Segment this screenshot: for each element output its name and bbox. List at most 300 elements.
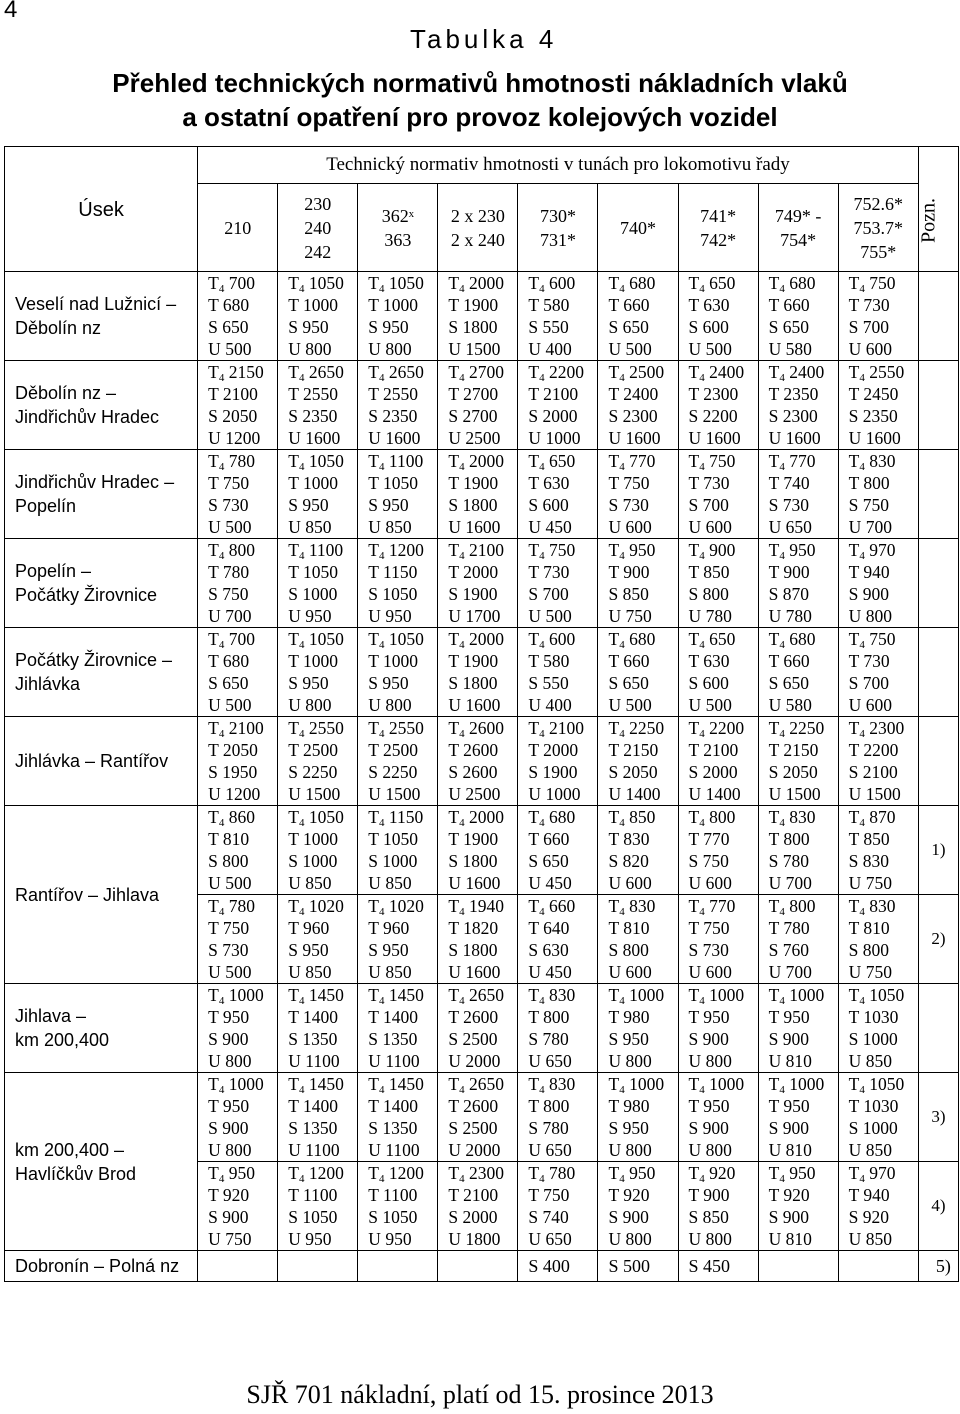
normative-value: U 500 — [688, 339, 732, 359]
normative-value: $T_4$ 1200 — [288, 1163, 344, 1185]
normative-cell — [678, 361, 758, 450]
class-header — [198, 184, 278, 272]
note-cell: 1) — [918, 806, 958, 895]
normative-cell — [198, 1251, 278, 1282]
normative-value: T 770 — [688, 829, 730, 849]
normative-cell — [198, 717, 278, 806]
normative-value: $T_4$ 650 — [688, 273, 736, 295]
table-row — [5, 539, 959, 628]
normative-value: $T_4$ 2400 — [688, 362, 745, 384]
normative-value: T 630 — [528, 473, 570, 493]
normative-value: S 1050 — [368, 1207, 418, 1227]
normative-value: T 1030 — [848, 1096, 899, 1116]
normative-value: U 600 — [848, 339, 892, 359]
normative-cell — [678, 1073, 758, 1162]
normative-value: U 800 — [688, 1140, 732, 1160]
normative-value: $T_4$ 2000 — [448, 273, 504, 295]
normative-value: U 800 — [368, 339, 412, 359]
normative-value: $T_4$ 970 — [848, 540, 896, 562]
class-header — [438, 184, 518, 272]
normative-value: U 850 — [368, 517, 412, 537]
normative-value: S 2000 — [528, 406, 578, 426]
normative-value: S 2000 — [448, 1207, 498, 1227]
normative-cell — [358, 984, 438, 1073]
normative-value: U 600 — [688, 517, 732, 537]
normative-value: $T_4$ 2100 — [448, 540, 504, 562]
normative-cell — [518, 717, 598, 806]
normative-value: S 650 — [768, 673, 809, 693]
normative-value: S 1800 — [448, 673, 498, 693]
normative-value: $T_4$ 770 — [768, 451, 816, 473]
normative-value: T 900 — [768, 562, 810, 582]
normative-value: S 900 — [768, 1118, 809, 1138]
normative-value: T 750 — [208, 473, 250, 493]
normative-value: U 500 — [208, 695, 252, 715]
normative-value: T 950 — [688, 1096, 730, 1116]
title-line-1: Přehled technických normativů hmotnosti nákladních vlaků — [112, 68, 848, 98]
normative-cell — [438, 1162, 518, 1251]
normative-cell — [518, 272, 598, 361]
class-header-line: 363 — [384, 229, 412, 250]
normative-value: U 850 — [368, 962, 412, 982]
normative-value: T 730 — [848, 295, 890, 315]
normative-value: S 850 — [608, 584, 649, 604]
normative-value: U 800 — [208, 1140, 252, 1160]
normative-value: S 780 — [528, 1118, 569, 1138]
normative-cell — [198, 272, 278, 361]
normative-value: $T_4$ 2650 — [448, 985, 504, 1007]
normative-value: U 810 — [768, 1229, 812, 1249]
normative-value: $T_4$ 1050 — [368, 629, 424, 651]
section-line: Popelín – — [15, 561, 92, 581]
normative-value: $T_4$ 830 — [528, 1074, 576, 1096]
normative-value: U 1500 — [288, 784, 341, 804]
normative-value: T 2550 — [368, 384, 419, 404]
normative-value: $T_4$ 950 — [608, 540, 656, 562]
normative-cell — [358, 1162, 438, 1251]
normative-value: S 600 — [528, 495, 569, 515]
normative-value: $T_4$ 1050 — [288, 273, 344, 295]
normative-value: $T_4$ 1050 — [848, 985, 905, 1007]
normative-value: T 800 — [528, 1007, 570, 1027]
normative-value: T 960 — [368, 918, 410, 938]
normative-value: $T_4$ 2000 — [448, 629, 504, 651]
normative-cell — [838, 806, 918, 895]
normative-cell — [678, 806, 758, 895]
normative-cell — [198, 806, 278, 895]
normative-cell — [438, 984, 518, 1073]
class-header — [518, 184, 598, 272]
normative-cell — [278, 628, 358, 717]
normative-cell — [198, 361, 278, 450]
normative-value: $T_4$ 680 — [608, 629, 656, 651]
normative-value: S 950 — [288, 317, 329, 337]
normative-value: $T_4$ 2550 — [368, 718, 424, 740]
normative-value: U 650 — [528, 1229, 572, 1249]
normative-value: U 850 — [288, 873, 332, 893]
normative-value: T 980 — [608, 1096, 650, 1116]
normative-cell — [838, 1251, 918, 1282]
normative-value: $T_4$ 2650 — [368, 362, 424, 384]
class-header-line: 230 — [304, 193, 332, 214]
normative-value: $T_4$ 2550 — [848, 362, 905, 384]
normative-value: T 750 — [208, 918, 250, 938]
normative-value: S 2050 — [608, 762, 658, 782]
normative-value: S 950 — [368, 673, 409, 693]
normative-cell — [678, 1162, 758, 1251]
normative-cell — [678, 895, 758, 984]
normative-cell — [198, 1073, 278, 1162]
normative-value: U 1700 — [448, 606, 501, 626]
normative-value: U 850 — [288, 517, 332, 537]
section-line: Počátky Žirovnice — [15, 585, 158, 605]
normative-cell — [198, 539, 278, 628]
normative-value: S 950 — [288, 495, 329, 515]
normative-value: U 1600 — [768, 428, 821, 448]
normative-value: $T_4$ 750 — [848, 273, 896, 295]
normative-value: S 600 — [688, 673, 729, 693]
normative-cell — [278, 1162, 358, 1251]
normative-cell — [838, 1162, 918, 1251]
normative-value: U 650 — [528, 1140, 572, 1160]
class-header-line: 754* — [780, 229, 817, 250]
normative-cell — [838, 272, 918, 361]
table-label: Tabulka 4 — [410, 24, 558, 54]
normative-value: T 800 — [848, 473, 890, 493]
table-body — [5, 272, 959, 1282]
normative-cell — [518, 1162, 598, 1251]
normative-cell — [438, 1073, 518, 1162]
normative-value: $T_4$ 970 — [848, 1163, 896, 1185]
normative-value: U 1500 — [448, 339, 501, 359]
section-line: Havlíčkův Brod — [15, 1163, 137, 1184]
normative-value: T 2500 — [288, 740, 338, 760]
normative-value: S 830 — [848, 851, 890, 871]
section-line: Veselí nad Lužnicí – — [15, 294, 177, 314]
normative-value: T 810 — [608, 918, 650, 938]
normative-value: $T_4$ 2700 — [448, 362, 504, 384]
normative-cell — [598, 1073, 678, 1162]
normative-value: $T_4$ 830 — [528, 985, 576, 1007]
normative-value: U 800 — [848, 606, 892, 626]
normative-value: S 1000 — [368, 851, 418, 871]
normative-cell — [598, 450, 678, 539]
normativ-header: Technický normativ hmotnosti v tunách pro lokomotivu řady — [198, 147, 919, 184]
normative-value: U 2500 — [448, 784, 501, 804]
normative-value: $T_4$ 850 — [608, 807, 656, 829]
normative-value: T 2000 — [528, 740, 579, 760]
normative-value: U 1500 — [768, 784, 821, 804]
class-header-line: 730* — [539, 205, 576, 226]
normative-value: T 1000 — [288, 829, 338, 849]
normative-value: S 950 — [368, 317, 409, 337]
normative-value: S 730 — [208, 940, 249, 960]
normative-value: U 700 — [768, 962, 812, 982]
normative-value: S 1900 — [448, 584, 498, 604]
normative-value: T 2100 — [528, 384, 579, 404]
normative-value: U 850 — [848, 1051, 892, 1071]
normative-cell — [198, 895, 278, 984]
normative-cell — [518, 361, 598, 450]
note-cell — [918, 272, 958, 361]
normative-value: $T_4$ 950 — [208, 1163, 255, 1185]
normative-value: $T_4$ 2650 — [448, 1074, 504, 1096]
normative-value: T 2400 — [608, 384, 659, 404]
normative-value: T 2600 — [448, 1096, 499, 1116]
normative-cell — [678, 450, 758, 539]
normative-value: U 950 — [288, 1229, 332, 1249]
class-header-line: 749* - — [774, 205, 822, 226]
normative-value: U 750 — [848, 873, 892, 893]
normative-value: T 950 — [208, 1096, 250, 1116]
normative-value: U 1600 — [288, 428, 341, 448]
section-line: Jindřichův Hradec – — [15, 472, 175, 492]
normative-cell — [838, 717, 918, 806]
normative-value: U 1000 — [528, 784, 581, 804]
normative-value: T 950 — [688, 1007, 730, 1027]
normative-value: $T_4$ 700 — [208, 629, 255, 651]
section-line: km 200,400 — [15, 1030, 110, 1050]
normative-value: T 900 — [608, 562, 650, 582]
section-line: Děbolín nz — [15, 318, 102, 338]
normative-value: U 600 — [608, 962, 652, 982]
normative-value: S 650 — [208, 317, 249, 337]
normative-cell — [838, 450, 918, 539]
normative-value: S 900 — [768, 1207, 809, 1227]
normative-value: U 750 — [848, 962, 892, 982]
normative-value: S 1350 — [368, 1029, 418, 1049]
normative-value: S 920 — [848, 1207, 890, 1227]
normative-value: S 1900 — [528, 762, 578, 782]
table-row — [5, 450, 959, 539]
normative-value: $T_4$ 1200 — [368, 540, 424, 562]
normative-value: $T_4$ 800 — [768, 896, 816, 918]
normative-value: U 700 — [848, 517, 892, 537]
normative-value: T 660 — [608, 295, 650, 315]
normative-cell — [758, 717, 838, 806]
normative-value: S 760 — [768, 940, 809, 960]
class-header-line: 742* — [700, 229, 737, 250]
normative-cell — [198, 984, 278, 1073]
note-cell — [918, 717, 958, 806]
normative-value: $T_4$ 830 — [848, 896, 896, 918]
class-header — [838, 184, 918, 272]
normative-value: U 1600 — [448, 873, 501, 893]
normative-value: S 1800 — [448, 495, 498, 515]
normative-value: T 1050 — [368, 473, 419, 493]
normative-cell — [198, 628, 278, 717]
normative-value: S 730 — [768, 495, 809, 515]
normative-value: T 2050 — [208, 740, 258, 760]
normative-value: $T_4$ 860 — [208, 807, 255, 829]
title-line-2: a ostatní opatření pro provoz kolejových vozidel — [182, 102, 778, 132]
normative-value: U 450 — [528, 873, 572, 893]
normative-value: S 950 — [368, 495, 409, 515]
normative-value: S 900 — [208, 1207, 249, 1227]
normative-value: T 730 — [688, 473, 730, 493]
normative-value: T 2500 — [368, 740, 419, 760]
normative-value: $T_4$ 780 — [528, 1163, 576, 1185]
normative-value: T 740 — [768, 473, 810, 493]
normative-value: U 1200 — [208, 428, 261, 448]
usek-header: Úsek — [5, 147, 198, 272]
normative-value: S 2350 — [368, 406, 418, 426]
normative-value: T 750 — [608, 473, 650, 493]
normative-table — [4, 146, 959, 1282]
normative-cell — [598, 272, 678, 361]
normative-value: T 920 — [608, 1185, 650, 1205]
normative-value: $T_4$ 770 — [688, 896, 736, 918]
normative-cell: S 450 — [678, 1251, 758, 1282]
normative-value: T 810 — [848, 918, 890, 938]
class-header-line: 755* — [860, 241, 897, 262]
normative-value: $T_4$ 2150 — [208, 362, 264, 384]
normative-value: T 2150 — [608, 740, 659, 760]
normative-value: $T_4$ 1050 — [288, 629, 344, 651]
class-header-line: 752.6* — [853, 193, 903, 214]
normative-value: T 940 — [848, 562, 890, 582]
normative-cell — [438, 361, 518, 450]
normative-cell — [838, 539, 918, 628]
normative-value: U 1600 — [848, 428, 901, 448]
normative-value: U 810 — [768, 1051, 812, 1071]
section-line: Jindřichův Hradec — [15, 407, 160, 427]
normative-cell — [438, 628, 518, 717]
normative-value: T 980 — [608, 1007, 650, 1027]
normative-value: U 1100 — [288, 1051, 340, 1071]
normative-value: S 2000 — [688, 762, 738, 782]
normative-value: T 1900 — [448, 295, 499, 315]
normative-value: T 660 — [528, 829, 570, 849]
normative-value: T 920 — [768, 1185, 810, 1205]
normative-value: U 580 — [768, 339, 812, 359]
normative-value: U 800 — [368, 695, 412, 715]
normative-cell — [598, 361, 678, 450]
normative-cell — [358, 806, 438, 895]
class-header-line: 731* — [539, 229, 576, 250]
normative-value: $T_4$ 680 — [768, 629, 816, 651]
normative-value: S 650 — [528, 851, 569, 871]
normative-value: U 810 — [768, 1140, 812, 1160]
normative-value: $T_4$ 900 — [688, 540, 736, 562]
normative-value: $T_4$ 2000 — [448, 807, 504, 829]
normative-value: U 600 — [608, 873, 652, 893]
normative-value: U 500 — [688, 695, 732, 715]
normative-value: $T_4$ 1100 — [368, 451, 424, 473]
normative-value: S 2100 — [848, 762, 898, 782]
normative-cell — [198, 1162, 278, 1251]
normative-value: T 950 — [208, 1007, 250, 1027]
section-line: Jihlava – — [15, 1006, 87, 1026]
table-row-last — [5, 1251, 959, 1282]
normative-value: S 800 — [688, 584, 729, 604]
class-header-line: 741* — [700, 205, 737, 226]
normative-value: S 700 — [848, 673, 890, 693]
normative-cell — [438, 450, 518, 539]
normative-value: S 800 — [848, 940, 890, 960]
normative-value: S 730 — [608, 495, 649, 515]
normative-value: T 950 — [768, 1007, 810, 1027]
note-cell: 2) — [918, 895, 958, 984]
normative-value: U 500 — [528, 606, 572, 626]
normative-value: S 950 — [368, 940, 409, 960]
normative-cell — [518, 539, 598, 628]
normative-value: S 550 — [528, 673, 569, 693]
normative-value: S 2200 — [688, 406, 738, 426]
section-line: Rantířov – Jihlava — [15, 884, 160, 905]
normative-value: T 2350 — [768, 384, 819, 404]
normative-value: U 950 — [288, 606, 332, 626]
normative-value: $T_4$ 800 — [688, 807, 736, 829]
normative-value: T 1820 — [448, 918, 499, 938]
class-header — [358, 184, 438, 272]
normative-cell — [758, 1162, 838, 1251]
normative-value: U 800 — [288, 339, 332, 359]
class-header-line: 362ˣ — [381, 205, 414, 226]
normative-value: U 800 — [688, 1051, 732, 1071]
normative-value: $T_4$ 600 — [528, 273, 576, 295]
normative-cell — [678, 984, 758, 1073]
normative-value: U 800 — [608, 1229, 652, 1249]
normative-value: S 780 — [768, 851, 809, 871]
note-cell: 4) — [918, 1162, 958, 1251]
note-cell — [918, 361, 958, 450]
normative-value: $T_4$ 1940 — [448, 896, 504, 918]
pozn-header-label: Pozn. — [917, 198, 940, 243]
normative-value: T 750 — [528, 1185, 570, 1205]
normative-value: $T_4$ 1000 — [768, 1074, 825, 1096]
table-row — [5, 361, 959, 450]
normative-value: S 900 — [848, 584, 890, 604]
normative-value: T 960 — [288, 918, 330, 938]
normative-cell — [838, 984, 918, 1073]
normative-value: U 800 — [608, 1051, 652, 1071]
normative-value: U 400 — [528, 339, 572, 359]
normative-cell — [358, 361, 438, 450]
normative-value: $T_4$ 1000 — [208, 1074, 264, 1096]
class-header — [278, 184, 358, 272]
normative-value: T 730 — [528, 562, 570, 582]
normative-value: T 2100 — [448, 1185, 499, 1205]
normative-value: S 1950 — [208, 762, 258, 782]
normative-value: U 600 — [848, 695, 892, 715]
normative-value: S 2500 — [448, 1029, 498, 1049]
normative-value: S 650 — [208, 673, 249, 693]
normative-value: $T_4$ 2500 — [608, 362, 665, 384]
table-row — [5, 1073, 959, 1162]
class-header — [758, 184, 838, 272]
normative-value: S 900 — [688, 1118, 729, 1138]
normative-cell: S 500 — [598, 1251, 678, 1282]
normative-value: U 580 — [768, 695, 812, 715]
normative-cell — [278, 717, 358, 806]
normative-value: U 1100 — [368, 1051, 420, 1071]
normative-value: S 740 — [528, 1207, 569, 1227]
normative-cell — [598, 806, 678, 895]
normative-cell — [758, 1251, 838, 1282]
normative-value: $T_4$ 800 — [208, 540, 255, 562]
normative-value: $T_4$ 750 — [528, 540, 576, 562]
normative-value: T 900 — [688, 1185, 730, 1205]
normative-value: T 680 — [208, 651, 250, 671]
normative-cell — [758, 628, 838, 717]
normative-value: $T_4$ 680 — [608, 273, 656, 295]
normative-value: S 870 — [768, 584, 809, 604]
class-header-line: 242 — [304, 241, 332, 262]
class-header-line: 740* — [620, 217, 657, 238]
normative-cell — [438, 806, 518, 895]
normative-cell — [758, 539, 838, 628]
